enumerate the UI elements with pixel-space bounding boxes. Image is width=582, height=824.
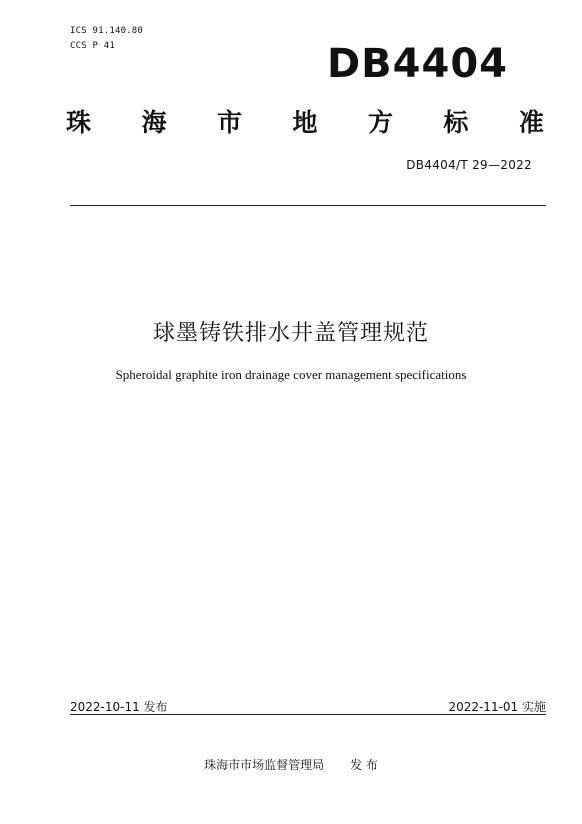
standard-type-char: 标 bbox=[443, 108, 469, 137]
ccs-code: CCS P 41 bbox=[70, 41, 115, 51]
implementation-date: 2022-11-01 实施 bbox=[448, 700, 546, 714]
ics-code: ICS 91.140.80 bbox=[70, 26, 144, 36]
standard-type bbox=[66, 110, 544, 135]
issuer-action: 发 布 bbox=[350, 758, 378, 772]
standard-number: DB4404/T 29—2022 bbox=[406, 158, 532, 172]
bottom-divider bbox=[70, 714, 546, 715]
standard-type-char: 准 bbox=[518, 108, 544, 137]
top-divider bbox=[70, 205, 546, 206]
standard-type-char: 珠 bbox=[66, 108, 92, 137]
release-date: 2022-10-11 发布 bbox=[70, 700, 168, 714]
document-title-english: Spheroidal graphite iron drainage cover management specifications bbox=[115, 367, 467, 382]
standard-logo: DB4404 bbox=[326, 41, 508, 87]
standard-type-char: 市 bbox=[216, 108, 242, 137]
issuer-line bbox=[0, 756, 582, 773]
standard-type-char: 海 bbox=[141, 108, 167, 137]
document-title-chinese: 球墨铸铁排水井盖管理规范 bbox=[152, 321, 429, 346]
standard-type-char: 方 bbox=[367, 108, 393, 137]
issuer-name: 珠海市市场监督管理局 bbox=[204, 758, 325, 772]
standard-type-char: 地 bbox=[292, 108, 318, 137]
